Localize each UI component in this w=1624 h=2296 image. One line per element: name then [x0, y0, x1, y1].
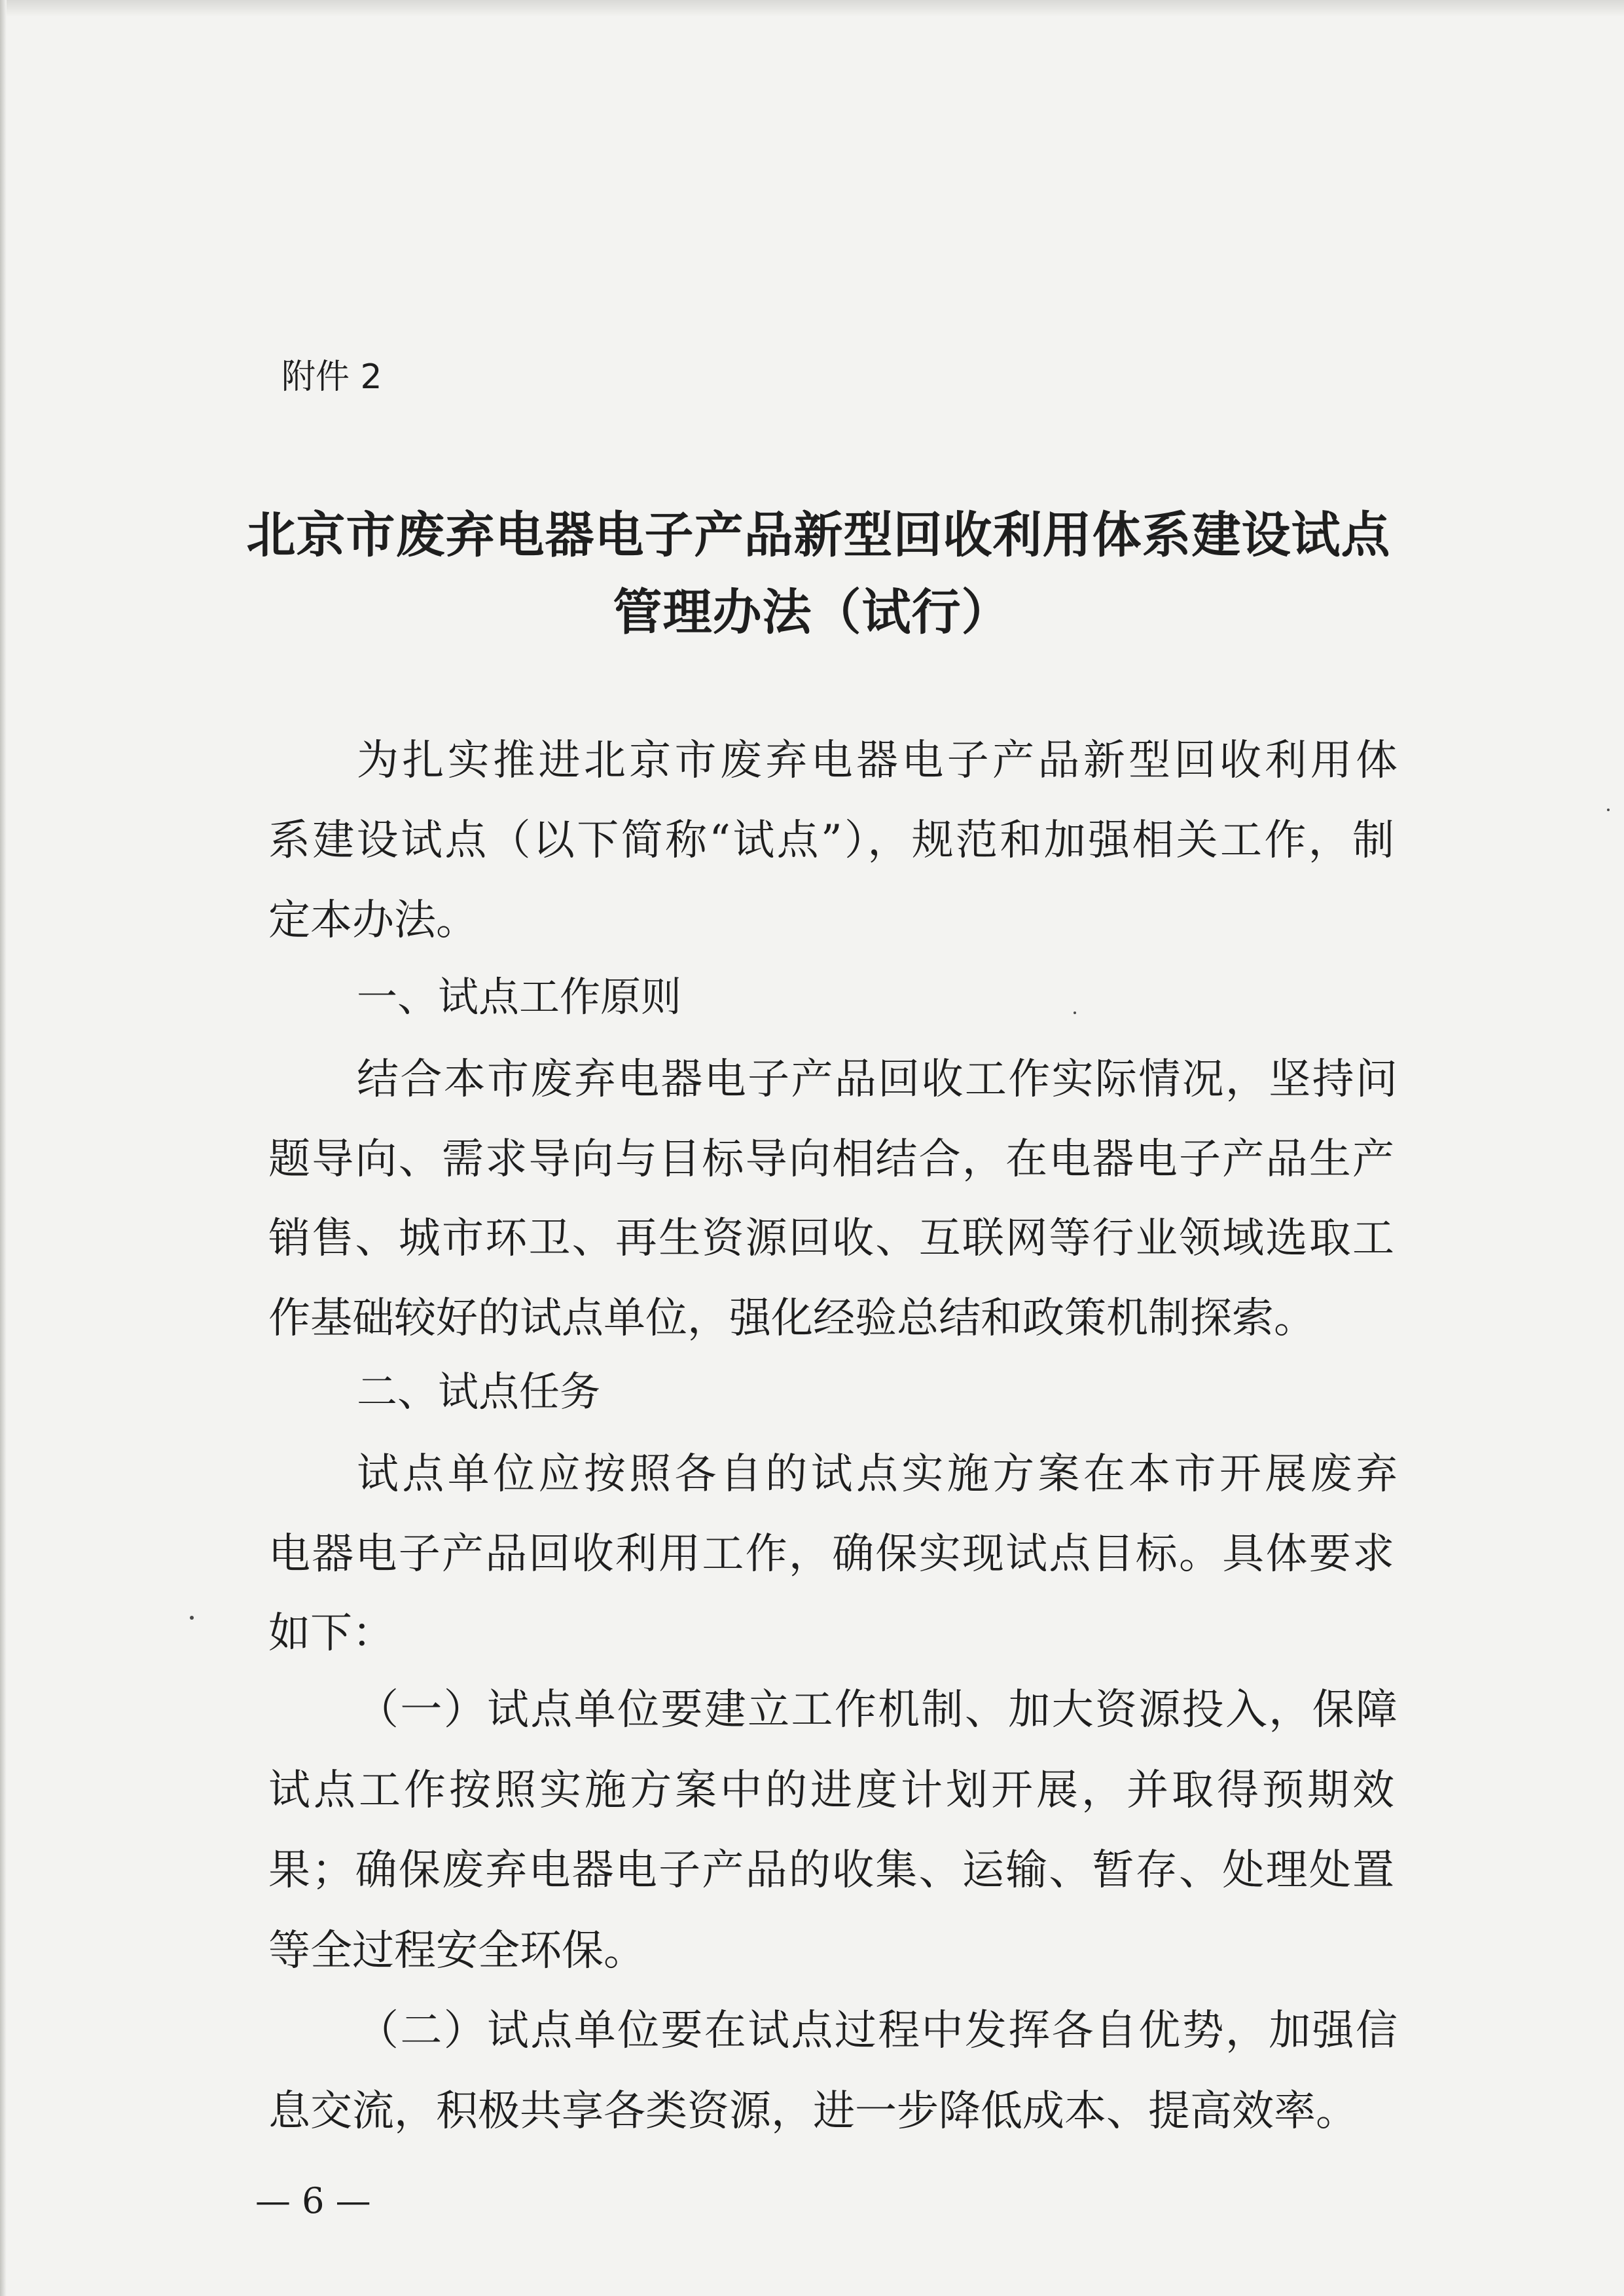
intro-line: 定本办法。: [268, 896, 478, 945]
paragraph-line: 等全过程安全环保。: [268, 1927, 645, 1975]
paragraph-line: 销售、城市环卫、再生资源回收、互联网等行业领域选取工: [268, 1214, 1394, 1263]
scan-edge: [0, 0, 7, 2296]
page-number: — 6 —: [255, 2180, 371, 2221]
paragraph-line: 试点单位应按照各自的试点实施方案在本市开展废弃: [357, 1450, 1398, 1499]
paragraph-line: 电器电子产品回收利用工作，确保实现试点目标。具体要求: [268, 1530, 1394, 1578]
scan-speck: [1074, 1011, 1076, 1014]
paragraph-line: （一）试点单位要建立工作机制、加大资源投入，保障: [357, 1686, 1398, 1734]
paragraph-line: 果；确保废弃电器电子产品的收集、运输、暂存、处理处置: [268, 1846, 1394, 1895]
paragraph-line: 题导向、需求导向与目标导向相结合，在电器电子产品生产: [268, 1135, 1394, 1184]
paragraph-line: 作基础较好的试点单位，强化经验总结和政策机制探索。: [268, 1294, 1316, 1343]
section-heading-tasks: 二、试点任务: [357, 1368, 601, 1415]
paragraph-line: 试点工作按照实施方案中的进度计划开展，并取得预期效: [268, 1766, 1394, 1815]
paragraph-line: 息交流，积极共享各类资源，进一步降低成本、提高效率。: [268, 2087, 1358, 2136]
paragraph-line: 结合本市废弃电器电子产品回收工作实际情况，坚持问: [357, 1055, 1398, 1104]
intro-line: 为扎实推进北京市废弃电器电子产品新型回收利用体: [357, 737, 1398, 785]
document-title-line-1: 北京市废弃电器电子产品新型回收利用体系建设试点: [246, 506, 1391, 564]
document-title-line-2: 管理办法（试行）: [613, 583, 1011, 641]
scan-speck: [1607, 809, 1610, 811]
section-heading-principles: 一、试点工作原则: [357, 973, 682, 1021]
intro-line: 系建设试点（以下简称“试点”），规范和加强相关工作，制: [268, 816, 1394, 865]
paragraph-line: 如下：: [268, 1609, 394, 1658]
scan-speck: [190, 1616, 194, 1620]
paragraph-line: （二）试点单位要在试点过程中发挥各自优势，加强信: [357, 2007, 1398, 2055]
attachment-label: 附件 2: [281, 357, 382, 397]
scan-edge: [0, 0, 1624, 17]
